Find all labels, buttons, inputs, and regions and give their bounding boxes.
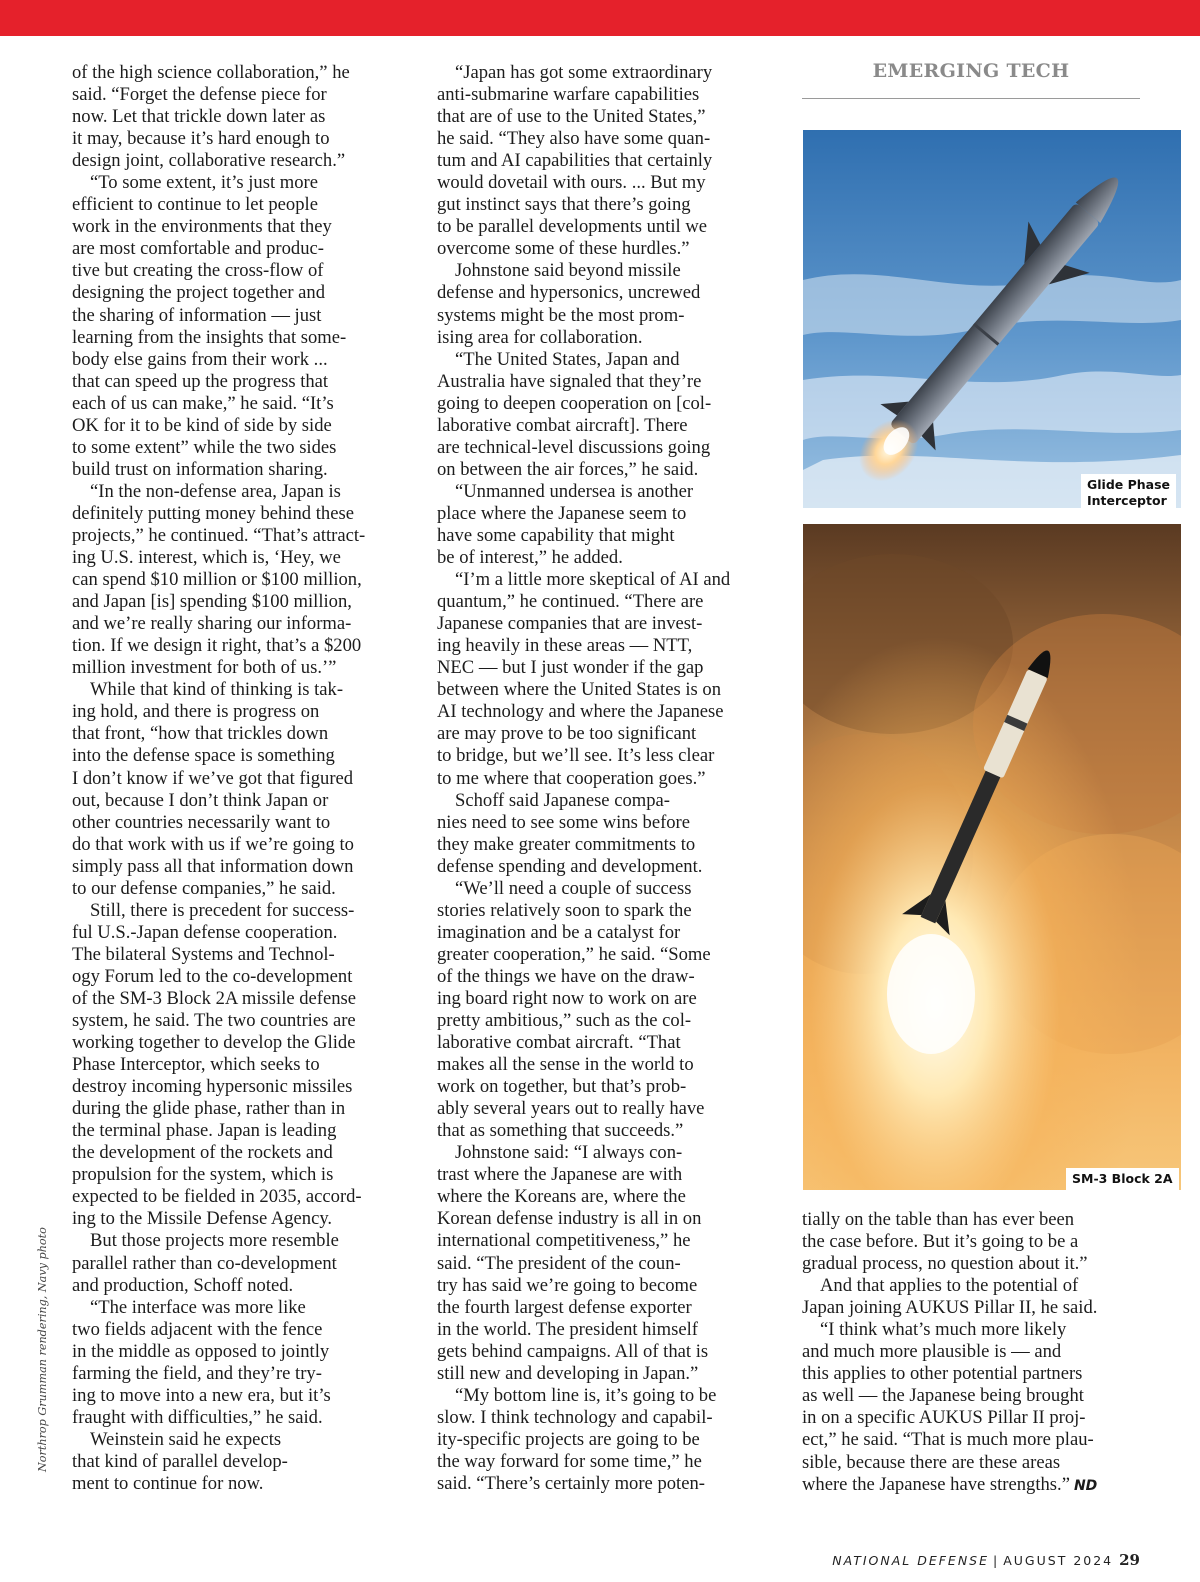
section-divider bbox=[802, 98, 1140, 99]
article-paragraph: “In the non-defense area, Japan is definitely putting money behind these projects,” he continued. “That’s attract- ing U.S. interest, which is, ‘Hey, we can spend $10 million or $100 million, and Japan [is] spending $100 million, and we’re really sharing our informa- tion. If we design it right, that’s a $200 million investment for both of us.’” bbox=[72, 480, 366, 679]
glide-phase-caption: Glide Phase Interceptor bbox=[1081, 474, 1176, 512]
article-paragraph: tially on the table than has ever been the case before. But it’s going to be a gradual process, no question about it.” bbox=[802, 1209, 1088, 1275]
article-column-3 bbox=[802, 1209, 1147, 1497]
top-color-bar bbox=[0, 0, 1200, 36]
article-paragraph: “Japan has got some extraordinary anti-submarine warfare capabilities that are of use to the United States,” he said. “They also have some quan- tum and AI capabilities that certainly would dovetail with ours. ... But my gut instinct says that there’s going to be parallel developments until we overcome some of these hurdles.” bbox=[437, 62, 713, 260]
article-paragraph: While that kind of thinking is tak- ing hold, and there is progress on that front, “how that trickles down into the defense space is something I don’t know if we’ve got that figured out, because I don’t think Japan or other countries necessarily want to do that work with us if we’re going to simply pass all that information down to our defense companies,” he said. bbox=[72, 679, 354, 899]
photo-credit: Northrop Grumman rendering, Navy photo bbox=[36, 1227, 49, 1472]
article-paragraph: Still, there is precedent for success- ful U.S.-Japan defense cooperation. The bilateral Systems and Technol- ogy Forum led to the co-development of the SM-3 Block 2A missile defense system, he said. The two countries are working together to develop the Glide Phase Interceptor, which seeks to destroy incoming hypersonic missiles during the glide phase, rather than in the terminal phase. Japan is leading the development of the rockets and propulsion for the system, which is expected to be fielded in 2035, accord- ing to the Missile Defense Agency. bbox=[72, 899, 362, 1230]
article-paragraph: “The United States, Japan and Australia have signaled that they’re going to deepen cooperation on [col- laborative combat aircraft]. There are technical-level discussions going on between the air forces,” he said. bbox=[437, 348, 712, 480]
article-paragraph: “My bottom line is, it’s going to be slow. I think technology and capabil- ity-specific projects are going to be the way forward for some time,” he said. “There’s certainly more poten- bbox=[437, 1384, 717, 1494]
article-column-1 bbox=[72, 62, 412, 1495]
article-paragraph: “The interface was more like two fields adjacent with the fence in the middle as opposed to jointly farming the field, and they’re try- ing to move into a new era, but it’s fraught with difficulties,” he said. bbox=[72, 1296, 331, 1428]
article-paragraph: “I think what’s much more likely and much more plausible is — and this applies to other potential partners as well — the Japanese being brought in on a specific AUKUS Pillar II proj- ect,” he said. “That is much more plau- sible, because there are these areas where the Japanese have strengths.” ND bbox=[802, 1319, 1098, 1495]
footer-separator: | bbox=[993, 1553, 1000, 1568]
article-paragraph: “Unmanned undersea is another place where the Japanese seem to have some capability that might be of interest,” he added. bbox=[437, 480, 694, 569]
section-label: EMERGING TECH bbox=[872, 60, 1070, 82]
sm3-caption: SM-3 Block 2A bbox=[1066, 1168, 1179, 1190]
article-paragraph: “We’ll need a couple of success stories relatively soon to spark the imagination and be a catalyst for greater cooperation,” he said. “Some of the things we have on the draw- ing board right now to work on are pretty ambitious,” such as the col- laborative combat aircraft. “That makes all the sense in the world to work on together, but that’s prob- ably several years out to really have that as something that succeeds.” bbox=[437, 877, 711, 1142]
article-paragraph: “I’m a little more skeptical of AI and quantum,” he continued. “There are Japanese companies that are invest- ing heavily in these areas — NTT, NEC — but I just wonder if the gap between where the United States is on AI technology and where the Japanese are may prove to be too significant to bridge, but we’ll see. It’s less clear to me where that cooperation goes.” bbox=[437, 569, 731, 789]
article-paragraph: And that applies to the potential of Japan joining AUKUS Pillar II, he said. bbox=[802, 1275, 1098, 1319]
article-paragraph: Johnstone said beyond missile defense and hypersonics, uncrewed systems might be the most prom- ising area for collaboration. bbox=[437, 260, 701, 348]
page-number: 29 bbox=[1119, 1551, 1140, 1569]
article-paragraph: Schoff said Japanese compa- nies need to see some wins before they make greater commitments to defense spending and development. bbox=[437, 789, 703, 877]
article-paragraph: But those projects more resemble parallel rather than co-development and production, Schoff noted. bbox=[72, 1230, 339, 1296]
article-paragraph: of the high science collaboration,” he said. “Forget the defense piece for now. Let that trickle down later as it may, because it’s hard enough to design joint, collaborative research.” bbox=[72, 62, 350, 172]
end-mark: ND bbox=[1073, 1477, 1098, 1494]
article-column-2 bbox=[437, 62, 777, 1495]
sm3-block-2a-photo bbox=[803, 524, 1181, 1190]
article-paragraph: “To some extent, it’s just more efficient to continue to let people work in the environments that they are most comfortable and produc- tive but creating the cross-flow of designing the project together and the sharing of information — just learning from the insights that some- body else gains from their work ... that can speed up the progress that each of us can make,” he said. “It’s OK for it to be kind of side by side to some extent” while the two sides build trust on information sharing. bbox=[72, 172, 347, 480]
issue-date: AUGUST 2024 bbox=[1003, 1553, 1114, 1568]
article-paragraph: Weinstein said he expects that kind of parallel develop- ment to continue for now. bbox=[72, 1428, 288, 1494]
publication-name: NATIONAL DEFENSE bbox=[832, 1553, 990, 1568]
glide-phase-interceptor-photo bbox=[803, 130, 1181, 508]
article-paragraph: Johnstone said: “I always con- trast where the Japanese are with where the Koreans are, where the Korean defense industry is all in on international competitiveness,” he said. “The president of the coun- try has said we’re going to become the fourth largest defense exporter in the world. The president himself gets behind campaigns. All of that is still new and developing in Japan.” bbox=[437, 1142, 709, 1384]
page-footer bbox=[832, 1551, 1140, 1569]
